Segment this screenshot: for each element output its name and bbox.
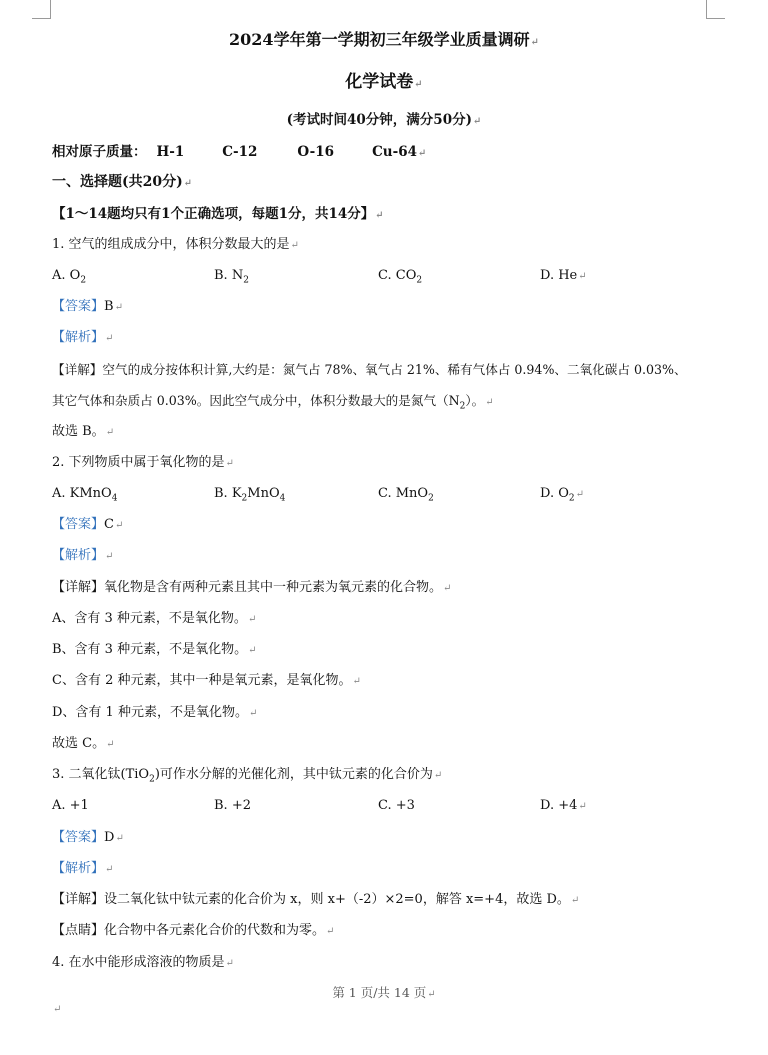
q3-option-c: C. +3: [378, 798, 415, 813]
q2-line-d: D、含有 1 种元素，不是氧化物。↵: [52, 705, 258, 720]
q2-option-a: A. KMnO$_4$: [52, 486, 118, 504]
doc-subtitle: 化学试卷↵: [345, 72, 423, 92]
q2-line-b: B、含有 3 种元素，不是氧化物。↵: [52, 642, 257, 657]
q2-detail: 【详解】氧化物是含有两种元素且其中一种元素为氧元素的化合物。↵: [52, 580, 452, 595]
q1-detail-line-1: 【详解】空气的成分按体积计算,大约是：氮气占 78%、氧气占 21%、稀有气体占 0.94%、二氧化碳占 0.03%、: [52, 362, 687, 377]
q1-stem: 1. 空气的组成成分中，体积分数最大的是↵: [52, 237, 299, 252]
q2-option-b: B. $K_2MnO_4$: [214, 486, 286, 504]
trailing-paragraph-mark: ↵: [53, 1004, 62, 1015]
q1-option-d: D. He↵: [540, 268, 587, 283]
q1-analysis: 【解析】↵: [52, 330, 114, 345]
q2-stem: 2. 下列物质中属于氧化物的是↵: [52, 455, 234, 470]
page-footer: 第 1 页/共 14 页↵: [332, 985, 436, 1000]
q1-conclusion: 故选 B。↵: [52, 424, 115, 439]
section-note: 【1～14题均只有1个正确选项，每题1分，共14分】↵: [52, 206, 384, 222]
q2-analysis: 【解析】↵: [52, 548, 114, 563]
q3-option-b: B. +2: [214, 798, 251, 813]
q1-detail-line-2: 其它气体和杂质占 0.03%。因此空气成分中，体积分数最大的是氮气$(N_2)$。↵: [52, 393, 494, 412]
q2-line-a: A、含有 3 种元素，不是氧化物。↵: [52, 611, 257, 626]
exam-info: (考试时间40分钟，满分50分)↵: [286, 112, 482, 128]
q3-option-a: A. +1: [52, 798, 89, 813]
q2-option-d: D. $O_2↵$: [540, 486, 585, 504]
q1-answer: 【答案】B↵: [52, 299, 123, 314]
q2-option-c: C. MnO$_2$: [378, 486, 434, 504]
section-heading: 一、选择题(共20分)↵: [52, 174, 193, 190]
q3-option-d: D. +4↵: [540, 798, 587, 813]
crop-mark-top-right: [706, 0, 725, 19]
q3-detail: 【详解】设二氧化钛中钛元素的化合价为 x，则 x+（-2）×2=0，解答 x=+4，故选 D。↵: [52, 892, 580, 907]
q2-line-c: C、含有 2 种元素，其中一种是氧元素，是氧化物。↵: [52, 673, 361, 688]
q3-stem: 3. 二氧化钛(TiO$_2$)可作水分解的光催化剂，其中钛元素的化合价为↵: [52, 767, 443, 785]
q2-conclusion: 故选 C。↵: [52, 736, 115, 751]
q2-answer: 【答案】C↵: [52, 517, 124, 532]
q3-analysis: 【解析】↵: [52, 861, 114, 876]
q3-comment: 【点睛】化合物中各元素化合价的代数和为零。↵: [52, 923, 335, 938]
q1-option-c: C. $CO_2$: [378, 268, 423, 286]
q1-option-a: A. $O_2$: [52, 268, 87, 286]
q3-answer: 【答案】D↵: [52, 830, 124, 845]
q4-stem: 4. 在水中能形成溶液的物质是↵: [52, 955, 234, 970]
doc-title: 2024学年第一学期初三年级学业质量调研↵: [229, 30, 539, 49]
atomic-mass-line: 相对原子质量： H-1 C-12 O-16 Cu-64↵: [52, 144, 427, 160]
crop-mark-top-left: [32, 0, 51, 19]
q1-option-b: B. $N_2$: [214, 268, 249, 286]
